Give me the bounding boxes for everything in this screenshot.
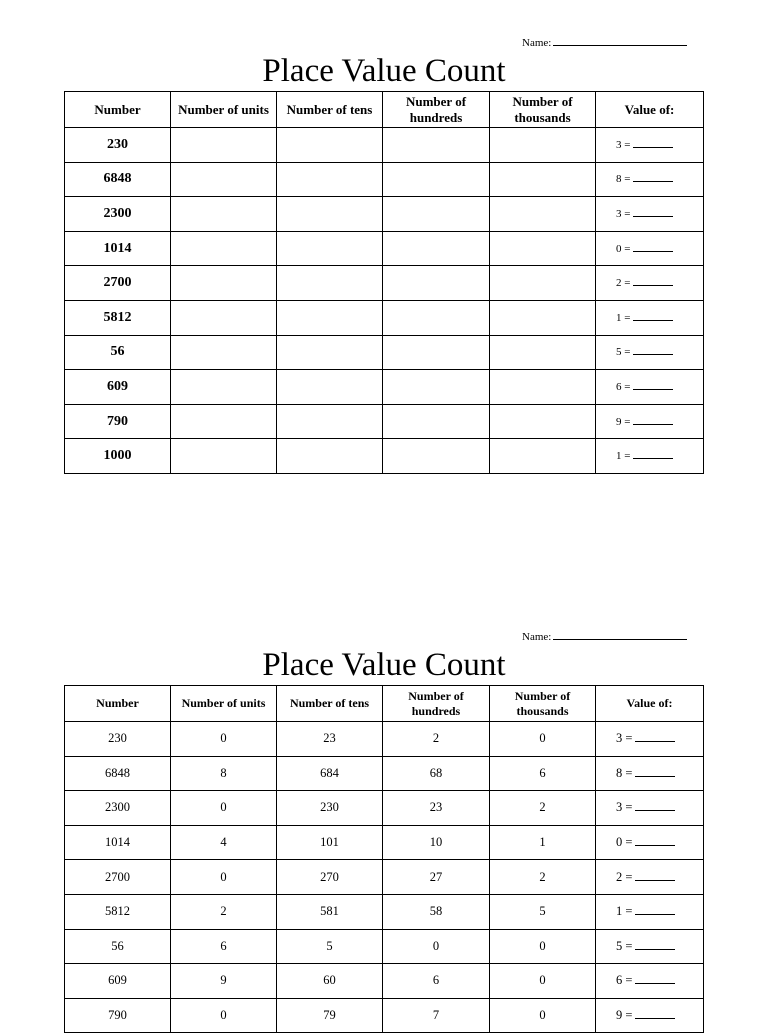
name-blank[interactable]: [553, 36, 687, 46]
value-cell[interactable]: [596, 964, 704, 999]
table-row: [65, 722, 704, 757]
table-row: [65, 370, 704, 405]
value-digit: 1 =: [616, 311, 631, 324]
page-title: Place Value Count: [262, 53, 506, 89]
value-digit: 5 =: [616, 346, 631, 359]
number-cell: 1014: [65, 825, 171, 860]
table-row: [65, 300, 704, 335]
value-digit: 2 =: [616, 869, 633, 884]
thousands-cell: 6: [490, 756, 596, 791]
table-header-row: [65, 92, 704, 128]
number-cell: 2700: [65, 266, 171, 301]
tens-cell: 5: [277, 929, 383, 964]
value-cell[interactable]: [596, 825, 704, 860]
header-units: Number of units: [171, 686, 277, 722]
units-cell: 0: [171, 791, 277, 826]
value-digit: 8 =: [616, 173, 631, 186]
hundreds-cell: 0: [383, 929, 490, 964]
hundreds-cell[interactable]: [383, 266, 490, 301]
units-cell[interactable]: [171, 439, 277, 474]
hundreds-cell: 6: [383, 964, 490, 999]
hundreds-cell[interactable]: [383, 439, 490, 474]
number-cell: 5812: [65, 300, 171, 335]
thousands-cell[interactable]: [490, 266, 596, 301]
header-hundreds: Number of hundreds: [383, 92, 490, 128]
name-label: Name:: [522, 631, 552, 643]
tens-cell: 101: [277, 825, 383, 860]
thousands-cell: 0: [490, 964, 596, 999]
header-number: Number: [65, 92, 171, 128]
name-label: Name:: [522, 37, 552, 49]
thousands-cell: 0: [490, 998, 596, 1033]
table-header-row: [65, 686, 704, 722]
value-blank[interactable]: [635, 975, 675, 984]
tens-cell: 270: [277, 860, 383, 895]
thousands-cell: 0: [490, 929, 596, 964]
table-row: [65, 197, 704, 232]
table-row: [65, 791, 704, 826]
number-cell: 1014: [65, 231, 171, 266]
place-value-table: [64, 91, 704, 474]
tens-cell: 23: [277, 722, 383, 757]
tens-cell[interactable]: [277, 231, 383, 266]
header-thousands: Number of thousands: [490, 92, 596, 128]
number-cell: 2300: [65, 791, 171, 826]
units-cell: 0: [171, 722, 277, 757]
tens-cell: 230: [277, 791, 383, 826]
value-cell[interactable]: [596, 404, 704, 439]
thousands-cell[interactable]: [490, 128, 596, 163]
thousands-cell[interactable]: [490, 335, 596, 370]
hundreds-cell: 23: [383, 791, 490, 826]
hundreds-cell[interactable]: [383, 231, 490, 266]
value-cell[interactable]: [596, 266, 704, 301]
units-cell: 6: [171, 929, 277, 964]
value-blank[interactable]: [633, 450, 673, 459]
value-blank[interactable]: [633, 346, 673, 355]
value-digit: 3 =: [616, 138, 631, 151]
units-cell: 0: [171, 998, 277, 1033]
number-cell: 790: [65, 998, 171, 1033]
header-hundreds: Number of hundreds: [383, 686, 490, 722]
value-digit: 3 =: [616, 207, 631, 220]
units-cell[interactable]: [171, 162, 277, 197]
thousands-cell: 0: [490, 722, 596, 757]
number-cell: 56: [65, 929, 171, 964]
tens-cell[interactable]: [277, 335, 383, 370]
value-blank[interactable]: [635, 802, 675, 811]
value-cell[interactable]: [596, 162, 704, 197]
units-cell: 0: [171, 860, 277, 895]
units-cell[interactable]: [171, 404, 277, 439]
thousands-cell[interactable]: [490, 162, 596, 197]
table-row: [65, 860, 704, 895]
tens-cell[interactable]: [277, 370, 383, 405]
hundreds-cell[interactable]: [383, 128, 490, 163]
value-digit: 6 =: [616, 380, 631, 393]
tens-cell[interactable]: [277, 404, 383, 439]
units-cell[interactable]: [171, 128, 277, 163]
value-digit: 0 =: [616, 835, 633, 850]
value-cell[interactable]: [596, 929, 704, 964]
tens-cell[interactable]: [277, 197, 383, 232]
thousands-cell: 2: [490, 791, 596, 826]
thousands-cell: 5: [490, 894, 596, 929]
thousands-cell[interactable]: [490, 404, 596, 439]
hundreds-cell[interactable]: [383, 300, 490, 335]
thousands-cell[interactable]: [490, 300, 596, 335]
value-cell[interactable]: [596, 197, 704, 232]
header-value: Value of:: [596, 92, 704, 128]
tens-cell: 79: [277, 998, 383, 1033]
number-cell: 6848: [65, 756, 171, 791]
table-row: [65, 894, 704, 929]
table-row: [65, 756, 704, 791]
hundreds-cell: 7: [383, 998, 490, 1033]
name-field[interactable]: [522, 630, 687, 643]
value-digit: 1 =: [616, 904, 633, 919]
value-cell[interactable]: [596, 860, 704, 895]
value-cell[interactable]: [596, 722, 704, 757]
units-cell[interactable]: [171, 197, 277, 232]
value-digit: 3 =: [616, 731, 633, 746]
value-cell[interactable]: [596, 128, 704, 163]
tens-cell: 581: [277, 894, 383, 929]
thousands-cell[interactable]: [490, 439, 596, 474]
table-row: [65, 404, 704, 439]
value-digit: 8 =: [616, 765, 633, 780]
value-cell[interactable]: [596, 998, 704, 1033]
value-digit: 3 =: [616, 800, 633, 815]
value-cell[interactable]: [596, 756, 704, 791]
value-cell[interactable]: [596, 439, 704, 474]
table-row: [65, 335, 704, 370]
value-blank[interactable]: [635, 768, 675, 777]
table-row: [65, 231, 704, 266]
table-row: [65, 162, 704, 197]
units-cell: 8: [171, 756, 277, 791]
number-cell: 1000: [65, 439, 171, 474]
value-blank[interactable]: [635, 837, 675, 846]
value-cell[interactable]: [596, 300, 704, 335]
value-blank[interactable]: [633, 381, 673, 390]
table-row: [65, 439, 704, 474]
value-cell[interactable]: [596, 894, 704, 929]
hundreds-cell: 68: [383, 756, 490, 791]
units-cell[interactable]: [171, 231, 277, 266]
hundreds-cell: 2: [383, 722, 490, 757]
hundreds-cell[interactable]: [383, 370, 490, 405]
header-value: Value of:: [596, 686, 704, 722]
value-digit: 1 =: [616, 450, 631, 463]
value-blank[interactable]: [633, 312, 673, 321]
table-row: [65, 964, 704, 999]
number-cell: 790: [65, 404, 171, 439]
hundreds-cell[interactable]: [383, 335, 490, 370]
number-cell: 2300: [65, 197, 171, 232]
value-digit: 6 =: [616, 973, 633, 988]
value-blank[interactable]: [633, 139, 673, 148]
hundreds-cell[interactable]: [383, 404, 490, 439]
number-cell: 2700: [65, 860, 171, 895]
header-number: Number: [65, 686, 171, 722]
value-digit: 9 =: [616, 1008, 633, 1023]
hundreds-cell[interactable]: [383, 197, 490, 232]
value-blank[interactable]: [633, 173, 673, 182]
value-blank[interactable]: [635, 733, 675, 742]
units-cell[interactable]: [171, 370, 277, 405]
number-cell: 6848: [65, 162, 171, 197]
value-blank[interactable]: [633, 277, 673, 286]
name-field[interactable]: [522, 36, 687, 49]
value-digit: 5 =: [616, 938, 633, 953]
tens-cell: 684: [277, 756, 383, 791]
value-blank[interactable]: [635, 872, 675, 881]
tens-cell[interactable]: [277, 266, 383, 301]
table-row: [65, 825, 704, 860]
value-blank[interactable]: [633, 208, 673, 217]
header-tens: Number of tens: [277, 686, 383, 722]
number-cell: 56: [65, 335, 171, 370]
header-units: Number of units: [171, 92, 277, 128]
value-blank[interactable]: [635, 906, 675, 915]
table-row: [65, 128, 704, 163]
page-title: Place Value Count: [262, 647, 506, 683]
place-value-answer-table: [64, 685, 704, 1033]
number-cell: 609: [65, 964, 171, 999]
table-row: [65, 929, 704, 964]
units-cell: 4: [171, 825, 277, 860]
value-digit: 2 =: [616, 277, 631, 290]
thousands-cell: 2: [490, 860, 596, 895]
value-cell[interactable]: [596, 791, 704, 826]
value-blank[interactable]: [635, 941, 675, 950]
thousands-cell[interactable]: [490, 197, 596, 232]
header-tens: Number of tens: [277, 92, 383, 128]
value-digit: 0 =: [616, 242, 631, 255]
thousands-cell: 1: [490, 825, 596, 860]
hundreds-cell: 58: [383, 894, 490, 929]
value-digit: 9 =: [616, 415, 631, 428]
tens-cell[interactable]: [277, 128, 383, 163]
value-blank[interactable]: [633, 243, 673, 252]
tens-cell[interactable]: [277, 162, 383, 197]
value-cell[interactable]: [596, 335, 704, 370]
thousands-cell[interactable]: [490, 370, 596, 405]
value-cell[interactable]: [596, 231, 704, 266]
tens-cell[interactable]: [277, 300, 383, 335]
hundreds-cell: 10: [383, 825, 490, 860]
number-cell: 5812: [65, 894, 171, 929]
number-cell: 230: [65, 722, 171, 757]
table-row: [65, 266, 704, 301]
hundreds-cell: 27: [383, 860, 490, 895]
value-blank[interactable]: [635, 1010, 675, 1019]
tens-cell: 60: [277, 964, 383, 999]
number-cell: 230: [65, 128, 171, 163]
units-cell[interactable]: [171, 266, 277, 301]
units-cell[interactable]: [171, 300, 277, 335]
table-row: [65, 998, 704, 1033]
name-blank[interactable]: [553, 630, 687, 640]
value-blank[interactable]: [633, 416, 673, 425]
tens-cell[interactable]: [277, 439, 383, 474]
units-cell[interactable]: [171, 335, 277, 370]
units-cell: 9: [171, 964, 277, 999]
units-cell: 2: [171, 894, 277, 929]
thousands-cell[interactable]: [490, 231, 596, 266]
value-cell[interactable]: [596, 370, 704, 405]
header-thousands: Number of thousands: [490, 686, 596, 722]
number-cell: 609: [65, 370, 171, 405]
hundreds-cell[interactable]: [383, 162, 490, 197]
